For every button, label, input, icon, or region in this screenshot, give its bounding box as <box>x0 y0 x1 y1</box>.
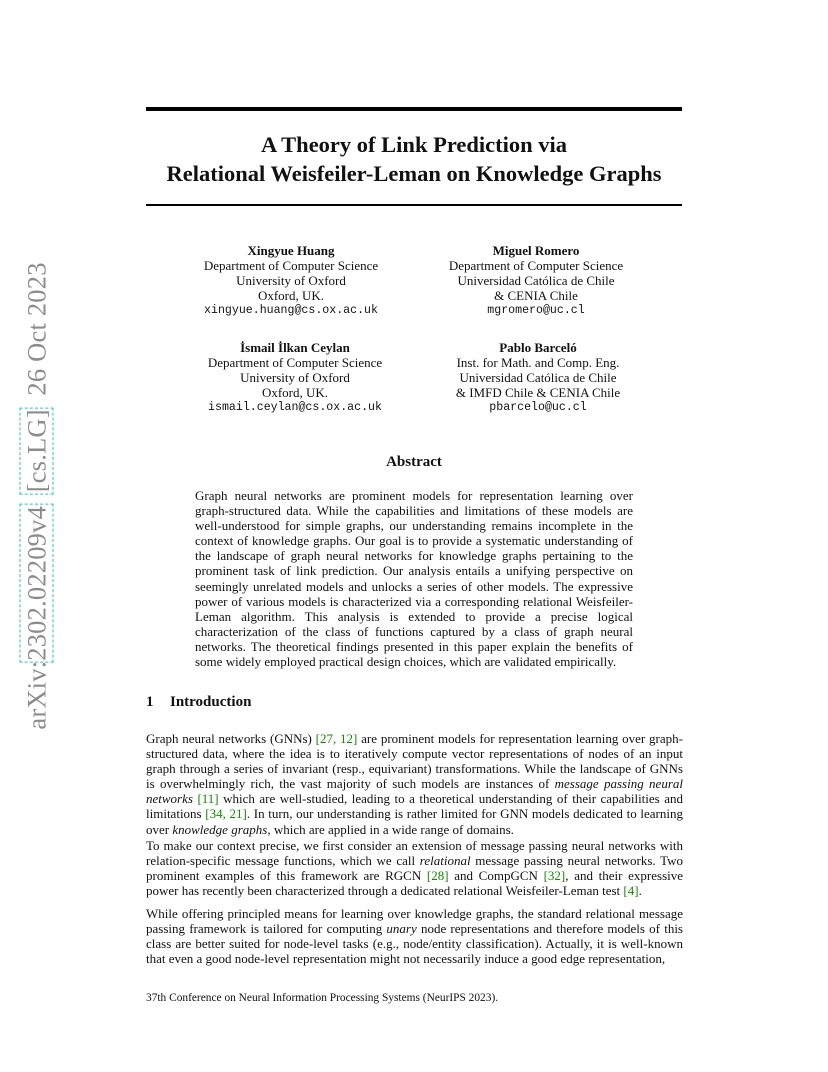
author-affiliation: Department of Computer Science <box>203 258 379 273</box>
author-affiliation: Universidad Católica de Chile <box>457 273 615 288</box>
arxiv-date: 26 Oct 2023 <box>21 262 52 396</box>
author-affiliation: Inst. for Math. and Comp. Eng. <box>456 355 620 370</box>
intro-paragraph-2: To make our context precise, we first consider an extension of message passing neural networks with relation-specific message functions, which we call relational message passing neural networks. Two prominent examples of this framework are RGCN [28] and CompGCN [32], and their expressive power has recently been characterized through a dedicated relational Weisfeiler-Leman test [4]. <box>146 838 684 899</box>
author-name: Pablo Barceló <box>499 340 577 355</box>
author-block <box>180 340 410 415</box>
title-top-rule <box>146 107 682 111</box>
author-name: İsmail İlkan Ceylan <box>240 340 350 355</box>
author-email[interactable]: ismail.ceylan@cs.ox.ac.uk <box>208 401 382 414</box>
author-affiliation: University of Oxford <box>236 273 346 288</box>
arxiv-prefix: arXiv: <box>21 660 52 730</box>
author-email[interactable]: xingyue.huang@cs.ox.ac.uk <box>204 304 378 317</box>
author-block <box>421 243 651 318</box>
author-email[interactable]: mgromero@uc.cl <box>487 304 585 317</box>
author-name: Miguel Romero <box>492 243 580 258</box>
author-affiliation: Department of Computer Science <box>207 355 383 370</box>
citation-link[interactable]: [28] <box>426 868 449 884</box>
author-affiliation: & IMFD Chile & CENIA Chile <box>455 385 621 400</box>
intro-paragraph-1: Graph neural networks (GNNs) [27, 12] are prominent models for representation learning over graph-structured data, where the idea is to iteratively compute vector representations of nodes of an input graph through a series of invariant (resp., equivariant) transformations. While the landscape of GNNs is overwhelmingly rich, the vast majority of such models are instances of message passing neural networks [11] which are well-studied, leading to a theoretical understanding of their capabilities and limitations [34, 21]. In turn, our understanding is rather limited for GNN models dedicated to learning over knowledge graphs, which are applied in a wide range of domains. <box>146 731 683 837</box>
abstract-heading: Abstract <box>386 454 442 470</box>
author-affiliation: Oxford, UK. <box>261 385 329 400</box>
author-block <box>176 243 406 318</box>
section-heading <box>146 694 251 711</box>
author-affiliation: Oxford, UK. <box>257 288 325 303</box>
author-affiliation: & CENIA Chile <box>494 288 578 303</box>
author-affiliation: Universidad Católica de Chile <box>459 370 617 385</box>
section-title: Introduction <box>170 694 252 710</box>
citation-link[interactable]: [34, 21] <box>205 806 247 822</box>
author-affiliation: Department of Computer Science <box>448 258 624 273</box>
abstract-text: Graph neural networks are prominent models for representation learning over graph-structured data. While the capabilities and limitations of these models are well-understood for simple graphs, our understanding remains incomplete in the context of knowledge graphs. Our goal is to provide a systematic understanding of the landscape of graph neural networks for knowledge graphs pertaining to the prominent task of link prediction. Our analysis entails a unifying perspective on seemingly unrelated models and unlocks a series of other models. The expressive power of various models is characterized via a corresponding relational Weisfeiler-Leman algorithm. This analysis is extended to provide a precise logical characterization of the class of functions captured by a class of graph neural networks. The theoretical findings presented in this paper explain the benefits of some widely employed practical design choices, which are validated empirically. <box>195 488 633 670</box>
paper-title <box>146 130 682 188</box>
emphasis-text: knowledge graphs <box>172 821 268 837</box>
emphasis-text: message passing neural networks <box>146 776 683 807</box>
citation-link[interactable]: [27, 12] <box>315 731 358 746</box>
citation-link[interactable]: [11] <box>197 791 219 807</box>
title-bottom-rule <box>146 204 682 206</box>
title-line-2: Relational Weisfeiler-Leman on Knowledge Graphs <box>166 161 662 186</box>
title-line-1: A Theory of Link Prediction via <box>260 132 568 157</box>
intro-paragraph-3: While offering principled means for learning over knowledge graphs, the standard relational message passing framework is tailored for computing unary node representations and therefore models of this class are better suited for node-level tasks (e.g., node/entity classification). Actually, it is well-known that even a good node-level representation might not necessarily induce a good edge representation, <box>146 906 683 967</box>
arxiv-category[interactable]: [cs.LG] <box>21 409 52 493</box>
conference-footnote: 37th Conference on Neural Information Processing Systems (NeurIPS 2023). <box>146 992 499 1004</box>
arxiv-number[interactable]: 2302.02209v4 <box>21 505 52 661</box>
author-block <box>423 340 653 415</box>
author-name: Xingyue Huang <box>247 243 335 258</box>
section-number: 1 <box>146 694 154 710</box>
citation-link[interactable]: [32] <box>543 868 566 884</box>
emphasis-text: relational <box>419 853 471 869</box>
arxiv-identifier[interactable] <box>22 262 53 729</box>
author-affiliation: University of Oxford <box>240 370 350 385</box>
emphasis-text: unary <box>386 921 417 937</box>
author-email[interactable]: pbarcelo@uc.cl <box>489 401 587 414</box>
citation-link[interactable]: [4] <box>623 883 639 899</box>
